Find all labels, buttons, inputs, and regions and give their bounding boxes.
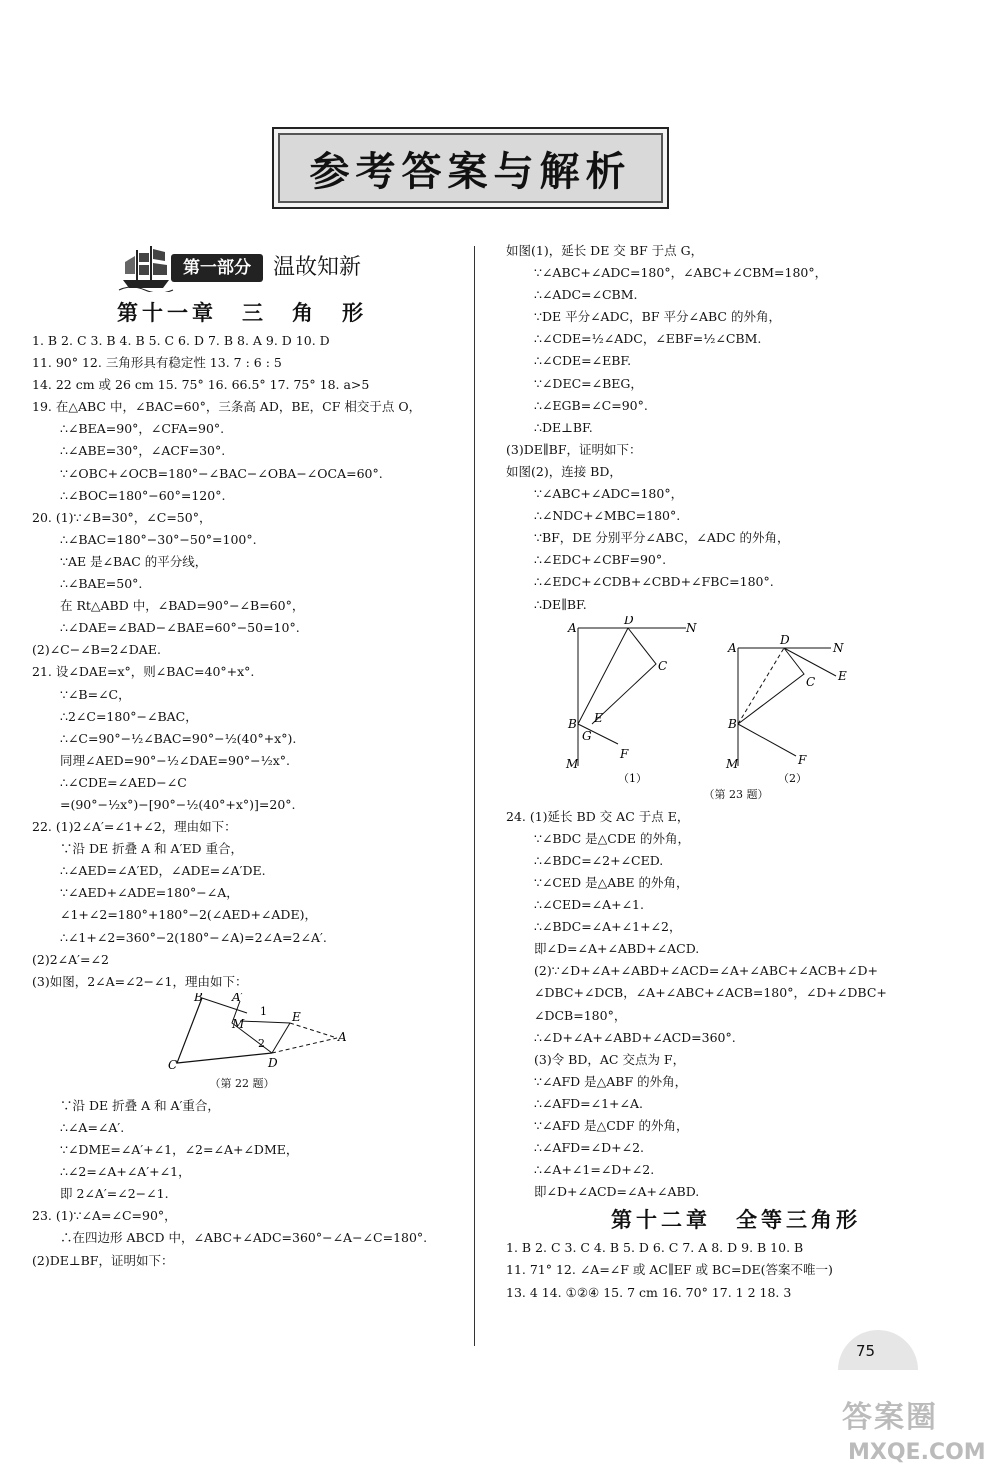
answer-line: ∴∠AED=∠A′ED，∠ADE=∠A′DE. — [60, 863, 266, 879]
svg-text:D: D — [624, 615, 634, 627]
svg-text:F: F — [620, 746, 629, 761]
svg-text:E: E — [838, 668, 847, 683]
answer-line: ∵∠ABC+∠ADC=180°，∠ABC+∠CBM=180°， — [534, 265, 828, 281]
answer-line: 20. (1)∵∠B=30°，∠C=50°， — [32, 509, 212, 525]
answer-line: ∴∠EGB=∠C=90°. — [534, 397, 648, 413]
answer-line: ∴DE∥BF. — [534, 596, 587, 612]
svg-text:B: B — [568, 716, 577, 731]
answer-line: 23. (1)∵∠A=∠C=90°， — [32, 1208, 177, 1224]
svg-text:N: N — [833, 640, 844, 655]
answer-line: ∴∠A+∠1=∠D+∠2. — [534, 1162, 655, 1178]
answer-line: ∴∠EDC+∠CBF=90°. — [534, 552, 667, 568]
answer-lines — [32, 1095, 452, 1272]
answer-line: ∵沿 DE 折叠 A 和 A′重合， — [60, 1097, 220, 1113]
answer-line: ∠1+∠2=180°+180°−2(∠AED+∠ADE)， — [60, 907, 317, 923]
answer-line: 如图(2)，连接 BD， — [506, 463, 622, 479]
answer-line: (2)∵∠D+∠A+∠ABD+∠ACD=∠A+∠ABC+∠ACB+∠D+ — [534, 963, 878, 979]
answer-line: ∵∠ABC+∠ADC=180°， — [534, 486, 684, 502]
part-header — [117, 240, 452, 296]
answer-line: 19. 在△ABC 中，∠BAC=60°，三条高 AD，BE，CF 相交于点 O， — [32, 399, 422, 415]
page-corner-decoration — [838, 1330, 918, 1370]
answer-line: 即∠D+∠ACD=∠A+∠ABD. — [534, 1184, 700, 1200]
answer-line: 1. B 2. C 3. C 4. B 5. D 6. C 7. A 8. D 9. B 10. B — [506, 1240, 804, 1256]
part-subtitle: 温故知新 — [273, 254, 362, 280]
figure-23-diagram — [506, 616, 966, 784]
part-label: 第一部分 — [171, 254, 263, 282]
answer-line: ∴∠BAC=180°−30°−50°=100°. — [60, 531, 257, 547]
chapter-title: 第十一章 三 角 形 — [117, 301, 367, 325]
svg-text:E: E — [292, 1009, 301, 1024]
svg-text:M: M — [566, 756, 579, 771]
svg-text:C: C — [168, 1057, 178, 1072]
answer-line: ∴∠AFD=∠1+∠A. — [534, 1095, 643, 1111]
answer-line: (2)2∠A′=∠2 — [32, 951, 109, 967]
answer-line: ∴∠D+∠A+∠ABD+∠ACD=360°. — [534, 1029, 736, 1045]
answer-line: ∴∠EDC+∠CDB+∠CBD+∠FBC=180°. — [534, 574, 774, 590]
answer-line: ∴∠BAE=50°. — [60, 576, 143, 592]
answer-lines — [32, 330, 452, 993]
answer-line: 同理∠AED=90°−½∠DAE=90°−½x°. — [60, 752, 291, 768]
watermark: 答案圈 — [842, 1400, 938, 1435]
answer-line: 21. 设∠DAE=x°，则∠BAC=40°+x°. — [32, 664, 255, 680]
answer-line: ∴∠CED=∠A+∠1. — [534, 897, 644, 913]
answer-line: ∴2∠C=180°−∠BAC， — [60, 708, 198, 724]
svg-text:1: 1 — [260, 1004, 267, 1018]
svg-text:C: C — [806, 674, 816, 689]
svg-text:2: 2 — [258, 1036, 265, 1050]
answer-line: 即 2∠A′=∠2−∠1. — [60, 1186, 169, 1202]
ship-icon — [117, 244, 175, 292]
svg-text:A: A — [338, 1029, 347, 1044]
svg-text:M: M — [232, 1016, 245, 1031]
svg-text:A: A — [728, 640, 737, 655]
answer-line: ∴∠CDE=½∠ADC，∠EBF=½∠CBM. — [534, 331, 762, 347]
answer-line: ∴DE⊥BF. — [534, 419, 593, 435]
column-divider — [474, 246, 475, 1346]
answer-line: ∴∠ABE=30°，∠ACF=30°. — [60, 443, 226, 459]
answer-lines — [506, 1237, 966, 1303]
svg-text:C: C — [658, 658, 668, 673]
answer-line: ∴∠ADC=∠CBM. — [534, 287, 638, 303]
answer-line: ∵BF，DE 分别平分∠ABC，∠ADC 的外角， — [534, 530, 790, 546]
answer-line: ∴∠BDC=∠2+∠CED. — [534, 852, 664, 868]
answer-line: 24. (1)延长 BD 交 AC 于点 E， — [506, 808, 690, 824]
svg-text:B: B — [728, 716, 737, 731]
title-banner — [272, 127, 669, 209]
svg-text:D: D — [780, 632, 790, 647]
answer-line: 1. B 2. C 3. B 4. B 5. C 6. D 7. B 8. A 9. D 10. D — [32, 333, 330, 348]
answer-line: ∴∠AFD=∠D+∠2. — [534, 1140, 644, 1156]
answer-line: ∵DE 平分∠ADC，BF 平分∠ABC 的外角， — [534, 309, 781, 325]
answer-lines — [506, 240, 966, 616]
answer-line: ∵∠DEC=∠BEG， — [534, 375, 643, 391]
page-number: 75 — [856, 1342, 876, 1360]
svg-text:A: A — [568, 620, 577, 635]
answer-line: (2)∠C−∠B=2∠DAE. — [32, 642, 161, 658]
figure-22 — [32, 993, 452, 1073]
answer-line: ∴∠A=∠A′. — [60, 1120, 125, 1135]
svg-text:（2）: （2） — [778, 771, 807, 784]
answer-line: 11. 90° 12. 三角形具有稳定性 13. 7 : 6 : 5 — [32, 355, 282, 371]
answer-line: ∵∠BDC 是△CDE 的外角， — [534, 830, 690, 846]
answer-line: 在 Rt△ABD 中，∠BAD=90°−∠B=60°， — [60, 598, 305, 614]
answer-line: ∴∠C=90°−½∠BAC=90°−½(40°+x°). — [60, 730, 297, 746]
answer-line: ∵∠OBC+∠OCB=180°−∠BAC−∠OBA−∠OCA=60°. — [60, 465, 383, 481]
answer-line: ∵∠CED 是△ABE 的外角， — [534, 874, 689, 890]
answer-line: 14. 22 cm 或 26 cm 15. 75° 16. 66.5° 17. 75° 18. a>5 — [32, 377, 370, 393]
page-title: 参考答案与解析 — [309, 148, 632, 195]
answer-line: ∵沿 DE 折叠 A 和 A′ED 重合， — [60, 841, 244, 857]
answer-lines — [506, 806, 966, 1204]
answer-line: ∵∠AFD 是△ABF 的外角， — [534, 1073, 688, 1089]
left-column — [32, 240, 452, 1272]
figure-23-caption: （第 23 题） — [703, 787, 769, 801]
right-column — [506, 240, 966, 1304]
answer-line: ∵AE 是∠BAC 的平分线， — [60, 553, 208, 569]
answer-line: ∠DBC+∠DCB，∠A+∠ABC+∠ACB=180°，∠D+∠DBC+ — [534, 985, 887, 1001]
svg-text:N: N — [686, 620, 697, 635]
answer-line: ∴∠BDC=∠A+∠1+∠2， — [534, 919, 682, 935]
svg-text:F: F — [798, 752, 807, 767]
answer-line: ∵∠B=∠C， — [60, 686, 131, 702]
answer-line: ∴∠1+∠2=360°−2(180°−∠A)=2∠A=2∠A′. — [60, 929, 327, 945]
svg-text:E: E — [594, 710, 603, 725]
chapter2-title: 第十二章 全等三角形 — [611, 1208, 861, 1233]
answer-line: =(90°−½x°)−[90°−½(40°+x°)]=20°. — [60, 796, 296, 812]
figure-23 — [506, 616, 966, 784]
figure-22-diagram — [32, 993, 452, 1073]
watermark-url: MXQE.COM — [848, 1440, 986, 1465]
answer-line: ∴∠NDC+∠MBC=180°. — [534, 508, 681, 524]
answer-line: ∴∠BOC=180°−60°=120°. — [60, 487, 226, 503]
svg-text:（1）: （1） — [618, 771, 647, 784]
answer-line: ∴∠2=∠A+∠A′+∠1， — [60, 1164, 191, 1180]
answer-line: ∵∠AED+∠ADE=180°−∠A， — [60, 885, 239, 901]
answer-line: ∠DCB=180°， — [534, 1007, 627, 1023]
answer-line: 13. 4 14. ①②④ 15. 7 cm 16. 70° 17. 1 2 18. 3 — [506, 1284, 792, 1300]
answer-line: ∴∠CDE=∠EBF. — [534, 353, 632, 369]
answer-line: (3)令 BD，AC 交点为 F， — [534, 1051, 686, 1067]
answer-line: (2)DE⊥BF，证明如下： — [32, 1252, 174, 1268]
answer-line: ∴∠BEA=90°，∠CFA=90°. — [60, 421, 225, 437]
answer-line: 如图(1)，延长 DE 交 BF 于点 G， — [506, 243, 704, 258]
answer-line: ∴在四边形 ABCD 中，∠ABC+∠ADC=360°−∠A−∠C=180°. — [60, 1230, 428, 1246]
answer-line: ∵∠DME=∠A′+∠1，∠2=∠A+∠DME， — [60, 1142, 299, 1158]
svg-text:D: D — [268, 1055, 278, 1070]
answer-line: ∵∠AFD 是△CDF 的外角， — [534, 1118, 689, 1133]
answer-line: (3)DE∥BF，证明如下： — [506, 441, 642, 457]
answer-line: 22. (1)2∠A′=∠1+∠2，理由如下： — [32, 819, 237, 835]
svg-text:A′: A′ — [232, 992, 244, 1004]
answer-line: (3)如图，2∠A=∠2−∠1，理由如下： — [32, 973, 248, 989]
svg-text:M: M — [726, 756, 739, 771]
figure-22-caption: （第 22 题） — [209, 1076, 275, 1090]
svg-text:G: G — [582, 728, 592, 743]
svg-text:B: B — [194, 992, 203, 1004]
answer-line: 即∠D=∠A+∠ABD+∠ACD. — [534, 941, 700, 957]
answer-line: ∴∠DAE=∠BAD−∠BAE=60°−50=10°. — [60, 620, 300, 636]
answer-line: 11. 71° 12. ∠A=∠F 或 AC∥EF 或 BC=DE(答案不唯一) — [506, 1262, 833, 1278]
answer-line: ∴∠CDE=∠AED−∠C — [60, 774, 187, 790]
